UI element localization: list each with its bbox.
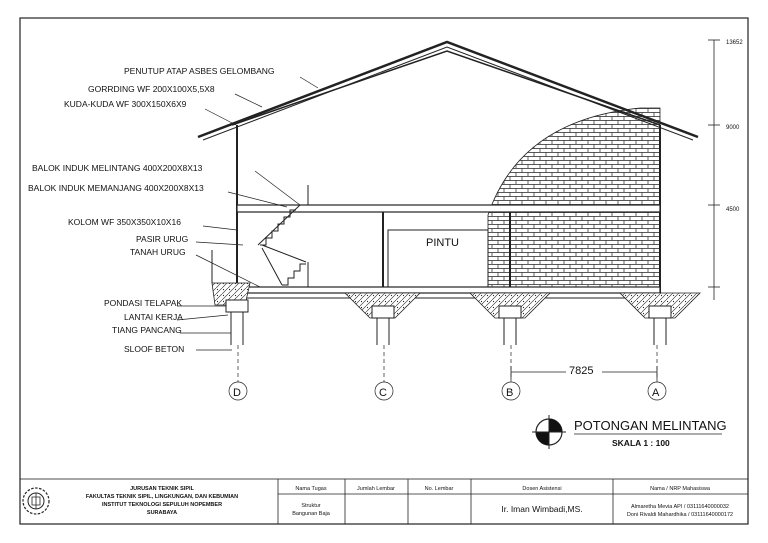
- institution-line-4: SURABAYA: [146, 510, 178, 516]
- elevation-low: 4500: [726, 207, 740, 213]
- axis-label-c: C: [379, 387, 387, 399]
- assistant-name: Ir. Iman Wimbadi,MS.: [501, 504, 583, 514]
- axis-label-a: A: [652, 387, 660, 399]
- institution-line-2: FAKULTAS TEKNIK SIPIL, LINGKUNGAN, DAN KEBUMIAN: [85, 494, 239, 500]
- label-roof-cover: PENUTUP ATAP ASBES GELOMBANG: [124, 66, 275, 76]
- section-scale: SKALA 1 : 100: [612, 438, 670, 448]
- institution-line-3: INSTITUT TEKNOLOGI SEPULUH NOPEMBER: [101, 502, 223, 508]
- label-truss: KUDA-KUDA WF 300X150X6X9: [64, 99, 187, 109]
- label-pile: TIANG PANCANG: [112, 325, 182, 335]
- dimension-value: 7825: [569, 365, 594, 377]
- task-value-line-2: Bangunan Baja: [292, 511, 330, 517]
- label-long-beam: BALOK INDUK MEMANJANG 400X200X8X13: [28, 183, 204, 193]
- label-purlin: GORRDING WF 200X100X5,5X8: [88, 84, 215, 94]
- elevation-axis: [708, 40, 720, 300]
- door-label: PINTU: [426, 237, 459, 249]
- student-2: Doni Rivaldi Mahardhika / 03111640000172: [626, 512, 734, 518]
- its-logo-icon: [23, 488, 49, 514]
- label-column: KOLOM WF 350X350X10X16: [68, 217, 181, 227]
- brick-wall: [488, 108, 660, 290]
- axis-label-b: B: [506, 387, 514, 399]
- section-title: POTONGAN MELINTANG: [574, 418, 727, 433]
- label-sloof: SLOOF BETON: [124, 344, 185, 354]
- label-footing: PONDASI TELAPAK: [104, 298, 183, 308]
- header-task: Nama Tugas: [295, 486, 327, 492]
- institution-line-1: JURUSAN TEKNIK SIPIL: [130, 486, 194, 492]
- header-assistant: Dosen Asistensi: [522, 486, 562, 492]
- label-cross-beam: BALOK INDUK MELINTANG 400X200X8X13: [32, 163, 203, 173]
- header-sheet-no: No. Lembar: [424, 486, 454, 492]
- student-1: Almaretha Mevia API / 03111640000032: [631, 504, 729, 510]
- task-value-line-1: Struktur: [301, 503, 321, 509]
- section-symbol-icon: [532, 415, 566, 449]
- header-sheets: Jumlah Lembar: [357, 486, 395, 492]
- label-work-floor: LANTAI KERJA: [124, 312, 183, 322]
- elevation-mid: 9000: [726, 125, 740, 131]
- axis-label-d: D: [233, 387, 241, 399]
- header-students: Nama / NRP Mahasiswa: [650, 486, 710, 492]
- label-sand-fill: PASIR URUG: [136, 234, 189, 244]
- elevation-top: 13652: [726, 40, 743, 46]
- label-soil-fill: TANAH URUG: [130, 247, 186, 257]
